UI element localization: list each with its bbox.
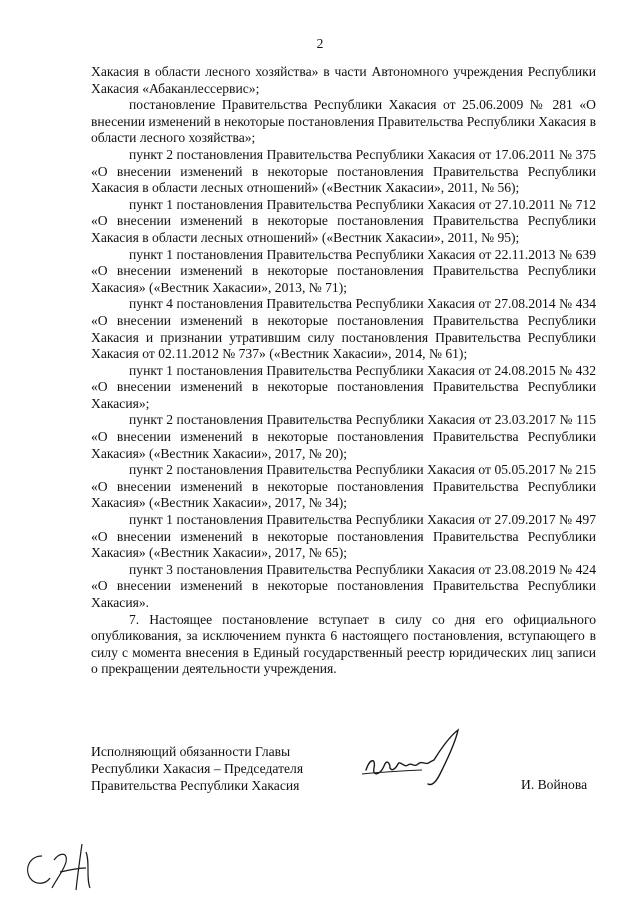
paragraph: пункт 3 постановления Правительства Республики Хакасия от 23.08.2019 № 424 «О внесении изменений в некоторые постановления Правительства Республики Хакасия». (91, 561, 596, 610)
paragraph: пункт 4 постановления Правительства Республики Хакасия от 27.08.2014 № 434 «О внесении изменений в некоторые постановления Правительства Республики Хакасия и признании утратившим силу постановления Правительства Республики Хакасия от 02.11.2012 № 737» («Вестник Хакасии», 2014, № 61); (91, 296, 596, 362)
paragraph: пункт 1 постановления Правительства Республики Хакасия от 27.09.2017 № 497 «О внесении изменений в некоторые постановления Правительства Республики Хакасия» («Вестник Хакасии», 2017, № 65); (91, 512, 596, 561)
paragraph: пункт 2 постановления Правительства Республики Хакасия от 05.05.2017 № 215 «О внесении изменений в некоторые постановления Правительства Республики Хакасия» («Вестник Хакасии», 2017, № 34); (91, 462, 596, 511)
paragraph: пункт 2 постановления Правительства Республики Хакасия от 17.06.2011 № 375 «О внесении изменений в некоторые постановления Правительства Республики Хакасия в области лесных отношений» («Вестник Хакасии», 2011, № 56); (91, 146, 596, 196)
signatory-title-line: Исполняющий обязанности Главы (91, 744, 291, 759)
paragraph: пункт 1 постановления Правительства Республики Хакасия от 22.11.2013 № 639 «О внесении изменений в некоторые постановления Правительства Республики Хакасия» («Вестник Хакасии», 2013, № 71); (91, 246, 596, 295)
paragraph: пункт 1 постановления Правительства Республики Хакасия от 27.10.2011 № 712 «О внесении изменений в некоторые постановления Правительства Республики Хакасия в области лесных отношений» («Вестник Хакасии», 2011, № 95); (91, 196, 596, 245)
paragraph: постановление Правительства Республики Хакасия от 25.06.2009 № 281 «О внесении изменений в некоторые постановления Правительства Республики Хакасия в области лесного хозяйства»; (91, 97, 596, 146)
signatory-title-line: Правительства Республики Хакасия (91, 778, 300, 793)
document-body (91, 64, 596, 678)
page-number: 2 (316, 36, 324, 51)
signatory-title (91, 743, 321, 794)
paragraph: пункт 1 постановления Правительства Республики Хакасия от 24.08.2015 № 432 «О внесении изменений в некоторые постановления Правительства Республики Хакасия»; (91, 362, 596, 411)
signatory-name: И. Войнова (521, 777, 588, 792)
paragraph: пункт 2 постановления Правительства Республики Хакасия от 23.03.2017 № 115 «О внесении изменений в некоторые постановления Правительства Республики Хакасия» («Вестник Хакасии», 2017, № 20); (91, 412, 596, 461)
handwritten-signature (360, 728, 480, 788)
paragraph: Хакасия в области лесного хозяйства» в части Автономного учреждения Республики Хакасия «Абаканлессервис»; (91, 64, 596, 96)
handwritten-initials (20, 838, 120, 894)
signatory-title-line: Республики Хакасия – Председателя (91, 761, 304, 776)
paragraph-final-clause: 7. Настоящее постановление вступает в силу со дня его официального опубликования, за исключением пункта 6 настоящего постановления, вступающего в силу с момента внесения в Единый государственный реестр юридических лиц записи о прекращении деятельности учреждения. (91, 611, 596, 677)
